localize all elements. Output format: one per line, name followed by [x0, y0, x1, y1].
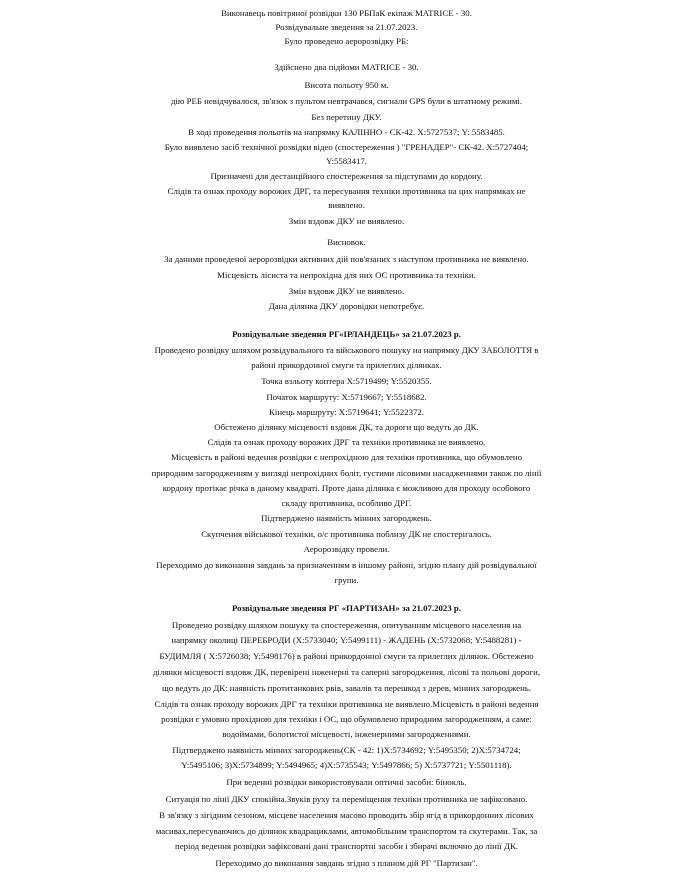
- report1-line: Слідів та ознак проходу ворожих ДРГ, та пересування техніки противника на цих напрямках не: [167, 186, 526, 196]
- report1-line: Змін вздовж ДКУ не виявлено.: [288, 216, 405, 226]
- report1-line: Було проведено аеророзвідку РБ:: [284, 36, 409, 46]
- report3-line: Підтверджено наявність мінних загороджень(СК - 42: 1)Х:5734692; Y:5495350; 2)Х:5734724;: [172, 745, 521, 755]
- report1-line: виявлено.: [328, 200, 365, 210]
- report2-line: складу противника, особливо ДРГ.: [281, 498, 412, 508]
- report1-line: Розвідувальне зведення за 21.07.2023.: [275, 22, 418, 32]
- report3-line: Переходимо до виконання завдань згідно з планом дій РГ "Партизан".: [215, 858, 478, 868]
- report1-line: Змін вздовж ДКУ не виявлено.: [288, 286, 405, 296]
- report3-line: розвідки є умовно прохідною для техніки і ОС, що обумовлено природним загородженням, а саме:: [161, 714, 532, 724]
- report1-line: Було виявлено засіб технічної розвідки відео (спостереження ) "ГРЕНАДЕР"- СК-42. Х:5727404;: [164, 142, 529, 152]
- report3-line: БУДИМЛЯ ( Х:5726038; Y:5498176) в районі прикордонної смуги та прилеглих ділянок. Обстежено: [159, 651, 534, 661]
- report3-line: ділянки місцевості вздовж ДК, перевірені інженерні та саперні загородження, лісові та польові дороги,: [152, 667, 541, 677]
- report2-line: Переходимо до виконання завдань за призначенням в іншому районі, згідно плану дій розвідувальної: [156, 560, 537, 570]
- report3-line: водоймами, болотистої місцевості, інженерними загородженнями.: [222, 729, 471, 739]
- report1-line: Висновок.: [327, 237, 366, 247]
- report2-line: районі прикордонної смуги та прилеглих ділянках.: [251, 360, 442, 370]
- report2-line: Проведено розвідку шляхом розвідувального та військового пошуку на напрямку ДКУ ЗАБОЛОТТЯ в: [154, 345, 539, 355]
- report3-line: В зв'язку з зігідним сезоном, місцеве населення масово проводить збір ягід в прикордонних лісових: [159, 810, 534, 820]
- report2-line: Кінець маршруту: Х:5719641; Y:5522372.: [269, 407, 424, 417]
- report3-title: Розвідувальне зведення РГ «ПАРТИЗАН» за 21.07.2023 р.: [231, 603, 462, 613]
- report1-line: За даними проведеної аеророзвідки активних дій пов'язаних з наступом противника не виявлено.: [164, 254, 529, 264]
- report3-line: що ведуть до ДК: наявність протитанкових рвів, завалів та перешкод з дерев, мінних загороджень.: [161, 683, 532, 693]
- report2-line: природним загородженням у вигляді непрохідних боліт, густими лісовими насадженнями також по лінії: [151, 468, 542, 478]
- report2-title: Розвідувальне зведення РГ«ІРЛАНДЕЦЬ» за 21.07.2023 р.: [232, 329, 461, 339]
- report1-line: дію РЕБ невідчувалося, зв'язок з пультом невтрачався, сигнали GPS були в штатному режимі.: [170, 96, 523, 106]
- report3-line: Слідів та ознак проходу ворожих ДРГ та техніки противника не виявлено.Місцевість в районі ведення: [154, 699, 539, 709]
- report1-line: Без перетину ДКУ.: [311, 112, 382, 122]
- report2-line: Скупчення військової техніки, о/с противника поблизу ДК не спостерігалось.: [201, 529, 492, 539]
- report3-line: При веденні розвідки використовували оптичні засоби: бінокль.: [226, 777, 467, 787]
- report2-line: Початок маршруту: Х:5719667; Y:5518682.: [266, 392, 427, 402]
- report3-line: Ситуація по лінії ДКУ спокійна.Звуків руху та переміщення техніки противника не зафіксовано.: [165, 794, 528, 804]
- report2-line: Підтверджено наявність мінних загороджень.: [261, 513, 432, 523]
- report1-line: Здійснено два підйоми MATRICE - 30.: [274, 62, 419, 72]
- report2-line: Місцевість в районі ведення розвідки є непрохідною для техніки противника, що обумовлено: [170, 452, 522, 462]
- report3-line: період ведення розвідки зафіксовані дані транспортні засоби і збирачі включно до лінії ДК.: [174, 841, 519, 851]
- report2-line: групи.: [334, 575, 359, 585]
- report2-line: Аеророзвідку провели.: [303, 544, 390, 554]
- report2-line: Слідів та ознак проходу ворожих ДРГ та техніки противника не виявлено.: [207, 437, 486, 447]
- report3-line: напрямку околиці ПЕРЕБРОДИ (Х:5733040; Y:5499111) - ЖАДЕНЬ (Х:5732068; Y:5488281) -: [171, 635, 522, 645]
- report3-line: Проведено розвідку шляхом пошуку та спостереження, опитуванням місцевого населення на: [171, 620, 522, 630]
- report3-line: масивах,пересуваючись до ділянок квадрациклами, автомобільним транспортом та скутерами. Так, за: [155, 826, 538, 836]
- report1-line: В ході проведення польотів на напрямку КАЛІННО - СК-42. Х:5727537; Y: 5583485.: [188, 127, 505, 137]
- report1-line: Призначені для дестанційного спостереження за підступами до кордону.: [210, 171, 483, 181]
- report1-line: Дана ділянка ДКУ доровідки непотребує.: [268, 301, 425, 311]
- report2-line: кордону протікає річка в даному квадраті. Проте дана ділянка є можливою для проходу особового: [162, 483, 531, 493]
- report1-line: Місцевість лісиста та непрохідна для них ОС противника та техніки.: [217, 270, 476, 280]
- report1-line: Y:5583417.: [326, 156, 367, 166]
- report2-line: Обстежено ділянку місцевості вздовж ДК, та дороги що ведуть до ДК.: [214, 422, 479, 432]
- report1-line: Висота польоту 950 м.: [304, 80, 389, 90]
- report2-line: Точка взльоту коптера Х:5719499; Y:5520355.: [261, 376, 432, 386]
- report3-line: Y:5495106; 3)Х:5734899; Y:5494965; 4)Х:5735543; Y:5497866; 5) Х:5737721; Y:5501118).: [181, 760, 512, 770]
- report1-line: Виконавець повітряної розвідки 130 РБПаК екіпаж MATRICE - 30.: [221, 8, 472, 18]
